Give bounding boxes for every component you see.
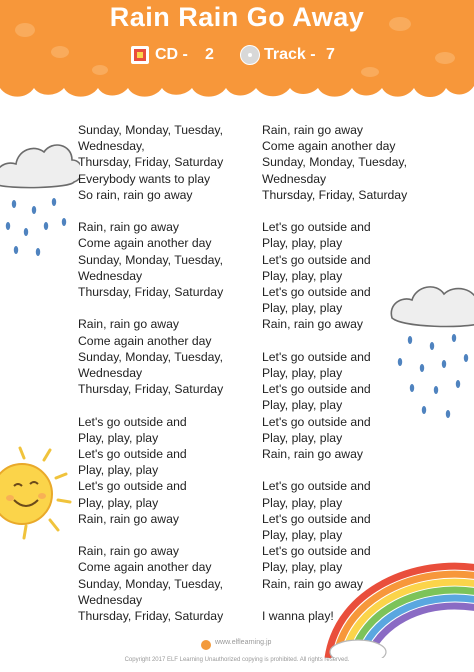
lyric-line: Let's go outside and <box>262 414 371 429</box>
lyric-line: Rain, rain go away <box>262 576 363 591</box>
footer-url[interactable]: www.elflearning.jp <box>215 639 272 646</box>
lyric-line: Everybody wants to play <box>78 171 211 186</box>
lyric-line: Let's go outside and <box>262 349 371 364</box>
lyric-line: Rain, rain go away <box>78 511 179 526</box>
lyric-line: Wednesday <box>262 171 327 186</box>
lyric-line: Wednesday, <box>78 139 145 154</box>
stanza <box>262 608 407 624</box>
lyric-line: Let's go outside and <box>262 220 371 235</box>
lyric-line: Thursday, Friday, Saturday <box>78 155 224 170</box>
lyric-line: Come again another day <box>78 560 212 575</box>
lyric-line: Rain, rain go away <box>262 447 363 462</box>
lyric-line: Play, play, play <box>78 430 159 445</box>
lyric-line: Thursday, Friday, Saturday <box>78 285 224 300</box>
lyric-line: Play, play, play <box>262 528 343 543</box>
lyric-line: So rain, rain go away <box>78 187 193 202</box>
stanza <box>262 122 407 203</box>
lyric-line: Sunday, Monday, Tuesday, <box>78 123 223 137</box>
lyric-line: Play, play, play <box>262 560 343 575</box>
cd-number: 2 <box>205 46 214 63</box>
lyric-line: Come again another day <box>262 139 396 154</box>
lyric-line: Sunday, Monday, Tuesday, <box>78 349 223 364</box>
lyric-line: Play, play, play <box>262 398 343 413</box>
lyric-line: Let's go outside and <box>262 252 371 267</box>
lyric-line: Play, play, play <box>262 236 343 251</box>
lyric-line: Rain, rain go away <box>262 317 363 332</box>
lyric-line: Rain, rain go away <box>78 544 179 559</box>
stanza <box>78 219 223 300</box>
lyric-line: Let's go outside and <box>262 511 371 526</box>
lyric-line: Thursday, Friday, Saturday <box>262 187 408 202</box>
copyright-notice: Copyright 2017 ELF Learning Unauthorized copying is prohibited. All rights reserved. <box>124 657 350 663</box>
lyric-line: Let's go outside and <box>262 382 371 397</box>
lyric-line: Wednesday <box>78 366 143 381</box>
stanza <box>262 219 407 332</box>
lyric-line: Play, play, play <box>262 366 343 381</box>
lyric-line: Thursday, Friday, Saturday <box>78 609 224 624</box>
lyric-line: Come again another day <box>78 333 212 348</box>
lyric-line: Sunday, Monday, Tuesday, <box>78 576 223 591</box>
lyric-line: Let's go outside and <box>78 479 187 494</box>
lyric-line: Wednesday <box>78 268 143 283</box>
disc-icon <box>240 45 260 65</box>
song-title: Rain Rain Go Away <box>109 2 365 32</box>
lyric-line: Let's go outside and <box>262 544 371 559</box>
stanza <box>262 478 407 591</box>
smiling-sun-icon <box>0 440 80 550</box>
rain-cloud-left-icon <box>0 122 80 262</box>
cd-track-info <box>0 44 474 68</box>
lyric-line: Play, play, play <box>262 268 343 283</box>
track-label: Track - <box>264 46 316 63</box>
stanza <box>78 414 223 527</box>
lyric-line: Let's go outside and <box>78 447 187 462</box>
lyric-line: Sunday, Monday, Tuesday, <box>262 155 407 170</box>
lyrics-left-column <box>78 122 223 640</box>
elf-logo-icon <box>201 640 211 650</box>
lyric-line: Come again another day <box>78 236 212 251</box>
stanza <box>262 349 407 462</box>
lyric-line: Play, play, play <box>78 495 159 510</box>
lyric-line: Play, play, play <box>78 463 159 478</box>
lyric-line: Let's go outside and <box>262 285 371 300</box>
lyric-line: Let's go outside and <box>78 414 187 429</box>
stanza <box>78 122 223 203</box>
lyric-line: Play, play, play <box>262 301 343 316</box>
lyric-line: Sunday, Monday, Tuesday, <box>78 252 223 267</box>
track-number: 7 <box>326 46 335 63</box>
stanza <box>78 543 223 624</box>
header-banner <box>0 0 474 112</box>
lyric-line: Play, play, play <box>262 495 343 510</box>
cd-label: CD - <box>155 46 188 63</box>
lyric-line: Rain, rain go away <box>78 317 179 332</box>
lyric-line: Let's go outside and <box>262 479 371 494</box>
lyrics-right-column <box>262 122 407 640</box>
lyric-line: Rain, rain go away <box>262 123 363 137</box>
stanza <box>78 316 223 397</box>
lyric-line: Thursday, Friday, Saturday <box>78 382 224 397</box>
lyric-line: Rain, rain go away <box>78 220 179 235</box>
lyric-line: Play, play, play <box>262 430 343 445</box>
lyric-line: Wednesday <box>78 592 143 607</box>
lyric-line: I wanna play! <box>262 609 334 624</box>
cd-case-icon <box>131 46 149 64</box>
